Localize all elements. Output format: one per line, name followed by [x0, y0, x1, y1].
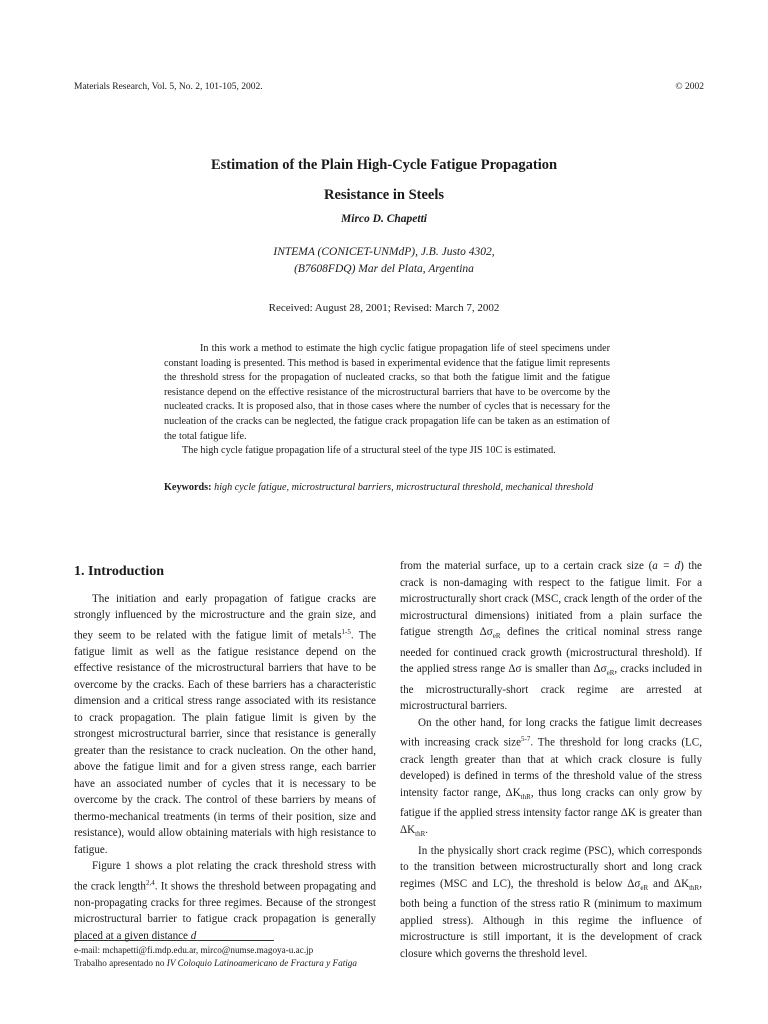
abstract-paragraph-1: In this work a method to estimate the high cyclic fatigue propagation life of steel specimens under constant loading is presented. This method is based in experimental evidence that the fatigue limit represents the threshold stress for the propagation of nucleated cracks, so that both the fatigue limit and the fatigue resistance depend on the effective resistance of the microstructural barriers that have to be overcome by the nucleated cracks. It is proposed also, that in those cases where the number of cycles that is necessary for the nucleation of the cracks can be neglected, the fatigue crack propagation life can be taken as an estimation of the total fatigue life.: [164, 343, 610, 442]
subscript: eR: [640, 883, 649, 892]
journal-citation: Materials Research, Vol. 5, No. 2, 101-105, 2002.: [74, 82, 263, 92]
subscript: thR: [689, 883, 700, 892]
title-line-1: Estimation of the Plain High-Cycle Fatigue Propagation: [210, 157, 558, 173]
text: defines the critical nominal stress range needed for continued crack growth (microstructural threshold). If the applied stress range Δσ is smaller than Δσ: [400, 626, 703, 676]
footnote-prefix: Trabalho apresentado no: [74, 958, 167, 968]
paper-title: [0, 150, 768, 210]
footnote-event: IV Coloquio Latinoamericano de Fractura y Fatiga: [166, 958, 357, 968]
right-paragraph-2: [400, 715, 702, 843]
affiliation: [0, 244, 768, 278]
variable: d: [190, 929, 197, 942]
subscript: thR: [415, 830, 426, 839]
equation: a = d: [652, 560, 681, 572]
title-line-2: Resistance in Steels: [323, 187, 444, 203]
intro-paragraph-2: [74, 858, 376, 944]
right-paragraph-1: [400, 558, 702, 715]
intro-paragraph-1: [74, 591, 376, 859]
text: and ΔK: [648, 877, 690, 890]
footnote-event-line: [74, 957, 357, 970]
section-heading-introduction: 1. Introduction: [74, 564, 164, 579]
abstract-paragraph-2: The high cycle fatigue propagation life of a structural steel of the type JIS 10C is estimated.: [182, 445, 556, 457]
text: In the physically short crack regime (PSC), which corresponds to the transition between microstructurally short and long crack regimes (MSC and LC), the threshold is below Δσ: [400, 844, 702, 890]
footnote-email: e-mail: mchapetti@fi.mdp.edu.ar, mirco@numse.magoya-u.ac.jp: [74, 945, 314, 955]
footnote: [74, 944, 357, 970]
subscript: thR: [520, 792, 531, 801]
text: ) the crack is non-damaging with respect to the fatigue limit. For a microstructurally short crack (MSC, crack length of the order of the microstructural dimensions) initiated from a plain surface the fatigue strength Δσ: [400, 560, 702, 638]
subscript: eR: [606, 669, 615, 678]
abstract: [164, 342, 610, 459]
copyright: © 2002: [675, 82, 704, 92]
text: . It shows the threshold between propagating and non-propagating cracks for three regimes. Because of the strongest microstructural barrier to fatigue crack propagation is generally placed at a given distance: [74, 880, 377, 942]
author: Mirco D. Chapetti: [341, 213, 427, 225]
text: , cracks included in the microstructurally-short crack regime are arrested at microstructural barriers.: [400, 663, 702, 713]
text: Figure 1 shows a plot relating the crack threshold stress with the crack length: [74, 860, 376, 893]
keywords-label: Keywords:: [164, 482, 212, 493]
text: . The threshold for long cracks (LC, crack length greater than that at which crack closure is fully developed) is defined in terms of the threshold value of the stress intensity factor range, ΔK: [400, 737, 702, 799]
text: .: [425, 823, 429, 836]
text: , both being a function of the stress ratio R (minimum to maximum applied stress). Although in this regime the influence of microstructure is still important, it is the development of crack closure which governs the threshold level.: [400, 877, 702, 960]
citation: 5-7: [521, 735, 531, 744]
citation: 2,4: [145, 878, 155, 887]
citation: 1-5: [341, 627, 351, 636]
subscript: eR: [492, 632, 501, 641]
text: On the other hand, for long cracks the fatigue limit decreases with increasing crack size: [400, 716, 702, 750]
right-paragraph-3: [400, 843, 702, 963]
text: . The fatigue limit as well as the fatigue resistance depend on the effective resistance of the microstructural barriers that have to be overcome by the cracks. Each of these barriers has a characteristic dimension and a critical stress range associated with its resistance to crack propagation. The plain fatigue limit is given by the strongest microstructural barrier, since that resistance is generally greater than the resistance to crack nucleation. On the other hand, above the fatigue limit and for a given stress range, each barrier have an associated number of cycles that it is necessary to be overcome by the crack. The control of these barriers by means of thermo-mechanical treatments (in terms of their position, size and resistance), would allow obtaining materials with high resistance to fatigue.: [74, 629, 377, 856]
left-column: [74, 558, 376, 944]
keywords: [164, 480, 610, 495]
affiliation-line-1: INTEMA (CONICET-UNMdP), J.B. Justo 4302,: [273, 246, 495, 258]
text: , thus long cracks can only grow by fatigue if the applied stress intensity factor range ΔK is greater than ΔK: [400, 786, 702, 836]
received-dates: Received: August 28, 2001; Revised: March 7, 2002: [268, 302, 500, 314]
affiliation-line-2: (B7608FDQ) Mar del Plata, Argentina: [294, 263, 474, 275]
text: from the material surface, up to a certain crack size (: [400, 560, 653, 572]
right-column: [400, 558, 702, 962]
text: The initiation and early propagation of fatigue cracks are strongly influenced by the microstructure and the grain size, and they seem to be related with the fatigue limit of metals: [74, 592, 376, 642]
footnote-divider: [74, 940, 274, 941]
keywords-text: high cycle fatigue, microstructural barriers, microstructural threshold, mechanical threshold: [214, 482, 594, 493]
